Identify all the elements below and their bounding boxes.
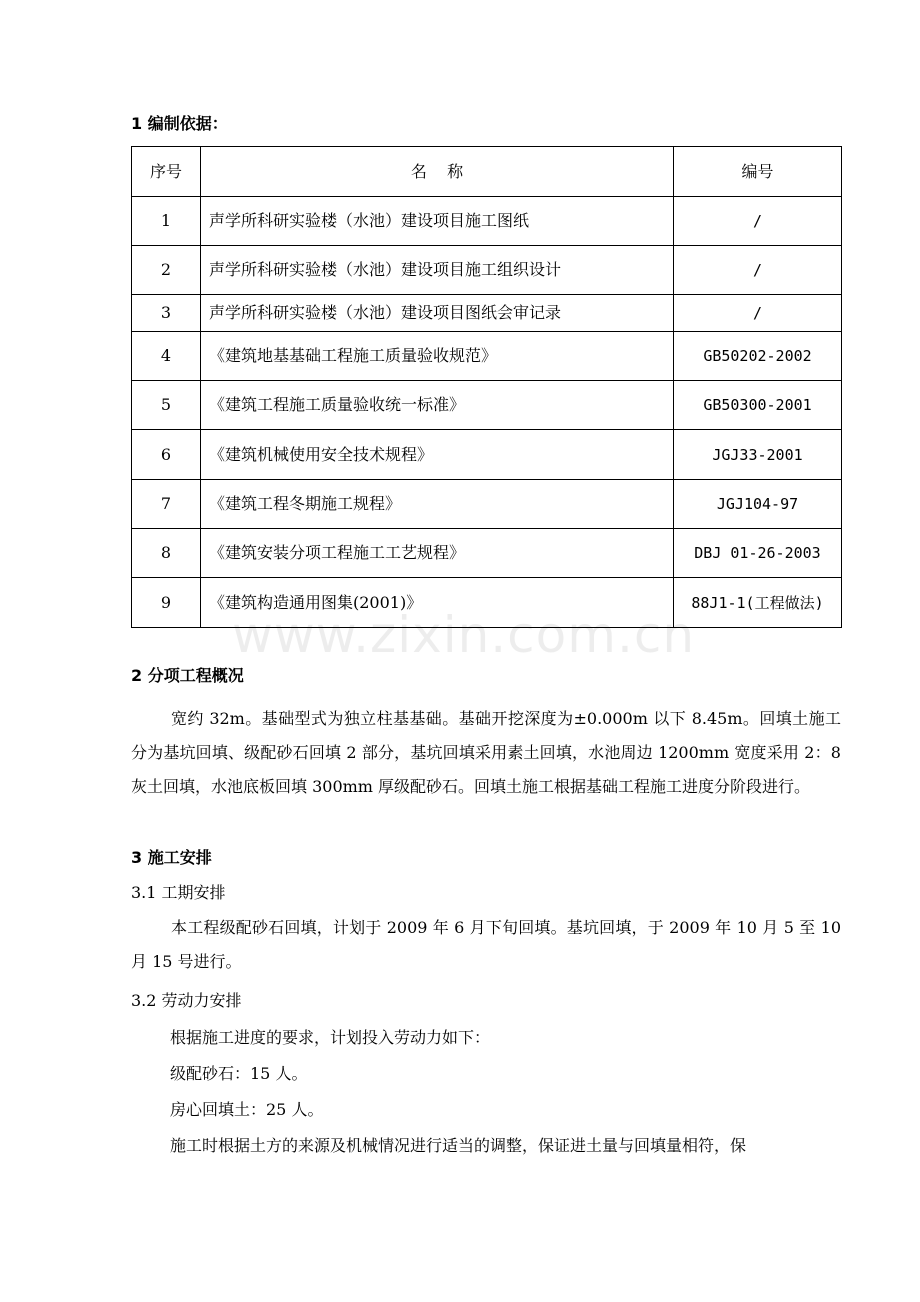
row-name: 《建筑机械使用安全技术规程》 <box>201 430 674 480</box>
table-row <box>132 381 842 430</box>
row-name: 声学所科研实验楼（水池）建设项目施工组织设计 <box>201 246 674 295</box>
section-3-heading: 3 施工安排 <box>131 848 212 867</box>
labor-backfill-line: 房心回填土：25 人。 <box>170 1100 324 1119</box>
row-code: JGJ33-2001 <box>674 430 842 480</box>
section-2-paragraph: 宽约 32m。基础型式为独立柱基基础。基础开挖深度为±0.000m 以下 8.45m。回填土施工分为基坑回填、级配砂石回填 2 部分，基坑回填采用素土回填，水池周边 1200mm 宽度采用 2：8 灰土回填，水池底板回填 300mm 厚级配砂石。回填土施工根据基础工程施工进度分阶段进行。 <box>131 709 841 796</box>
row-name: 《建筑地基基础工程施工质量验收规范》 <box>201 332 674 381</box>
row-code: DBJ 01-26-2003 <box>674 529 842 578</box>
row-no: 6 <box>132 430 201 480</box>
row-name: 《建筑构造通用图集(2001)》 <box>201 578 674 628</box>
table-row <box>132 197 842 246</box>
row-code: GB50202-2002 <box>674 332 842 381</box>
row-no: 5 <box>132 381 201 430</box>
subsection-3-1-title: 3.1 工期安排 <box>131 883 226 902</box>
subsection-3-2-title: 3.2 劳动力安排 <box>131 991 242 1010</box>
header-code: 编号 <box>674 147 842 197</box>
row-no: 8 <box>132 529 201 578</box>
header-no: 序号 <box>132 147 201 197</box>
labor-adjust-line: 施工时根据土方的来源及机械情况进行适当的调整，保证进土量与回填量相符，保 <box>170 1136 747 1155</box>
row-code: / <box>674 295 842 332</box>
row-name: 《建筑安装分项工程施工工艺规程》 <box>201 529 674 578</box>
row-no: 2 <box>132 246 201 295</box>
basis-table <box>131 146 842 628</box>
row-no: 1 <box>132 197 201 246</box>
header-name: 名 称 <box>201 147 674 197</box>
row-code: / <box>674 246 842 295</box>
labor-intro-line: 根据施工进度的要求，计划投入劳动力如下： <box>170 1028 491 1047</box>
section-2-heading: 2 分项工程概况 <box>131 666 244 685</box>
row-code: / <box>674 197 842 246</box>
table-row <box>132 246 842 295</box>
subsection-3-1-paragraph: 本工程级配砂石回填，计划于 2009 年 6 月下旬回填。基坑回填，于 2009 年 10 月 5 至 10 月 15 号进行。 <box>131 918 841 971</box>
section-1-heading: 1 编制依据： <box>131 114 228 133</box>
table-row <box>132 480 842 529</box>
row-name: 声学所科研实验楼（水池）建设项目图纸会审记录 <box>201 295 674 332</box>
row-name: 《建筑工程施工质量验收统一标准》 <box>201 381 674 430</box>
row-no: 9 <box>132 578 201 628</box>
watermark-text: www.zixin.com.cn <box>232 606 696 664</box>
labor-gravel-line: 级配砂石：15 人。 <box>170 1064 308 1083</box>
table-header-row <box>132 147 842 197</box>
row-no: 7 <box>132 480 201 529</box>
row-no: 4 <box>132 332 201 381</box>
table-row <box>132 529 842 578</box>
table-row <box>132 332 842 381</box>
row-code: 88J1-1(工程做法) <box>674 578 842 628</box>
row-no: 3 <box>132 295 201 332</box>
table-row <box>132 295 842 332</box>
row-name: 《建筑工程冬期施工规程》 <box>201 480 674 529</box>
row-code: JGJ104-97 <box>674 480 842 529</box>
row-name: 声学所科研实验楼（水池）建设项目施工图纸 <box>201 197 674 246</box>
table-row <box>132 430 842 480</box>
row-code: GB50300-2001 <box>674 381 842 430</box>
